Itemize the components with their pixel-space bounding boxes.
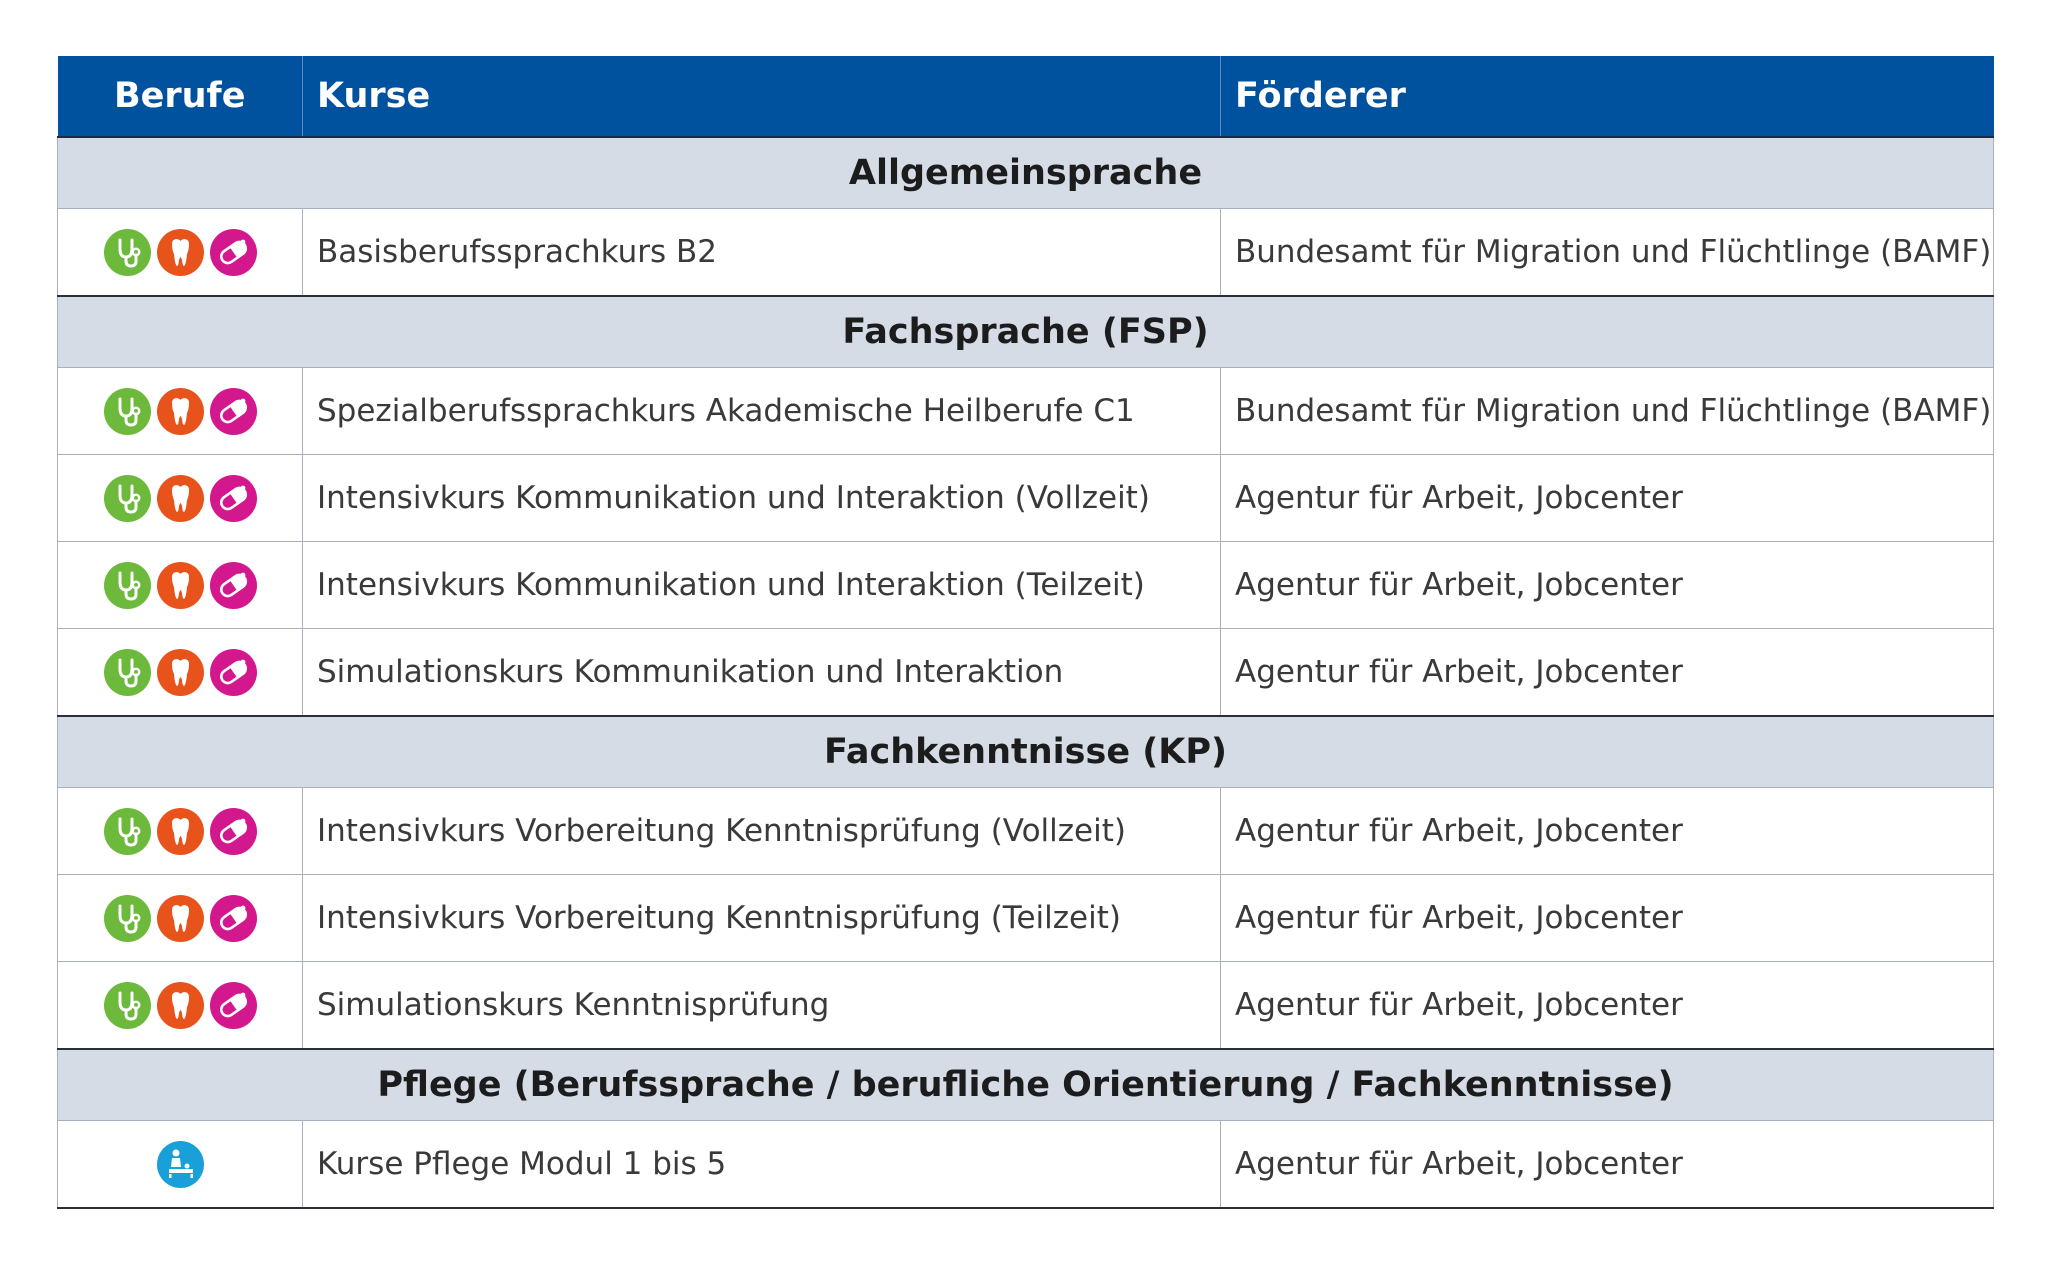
course-cell: Intensivkurs Kommunikation und Interaktion (Teilzeit): [303, 542, 1221, 629]
stethoscope-icon: [104, 475, 151, 522]
stethoscope-icon: [104, 388, 151, 435]
column-header-foerderer: Förderer: [1221, 56, 1994, 137]
section-title: Allgemeinsprache: [58, 137, 1994, 209]
table-row: [58, 962, 1994, 1050]
funder-cell: Agentur für Arbeit, Jobcenter: [1221, 875, 1994, 962]
berufe-cell: [58, 1121, 303, 1209]
tooth-icon: [157, 895, 204, 942]
section-header-row: [58, 296, 1994, 368]
courses-table: [57, 56, 1994, 1209]
table-row: [58, 1121, 1994, 1209]
table-row: [58, 875, 1994, 962]
funder-cell: Agentur für Arbeit, Jobcenter: [1221, 1121, 1994, 1209]
funder-cell: Agentur für Arbeit, Jobcenter: [1221, 962, 1994, 1050]
tooth-icon: [157, 808, 204, 855]
pill-icon: [210, 649, 257, 696]
tooth-icon: [157, 388, 204, 435]
tooth-icon: [157, 649, 204, 696]
funder-cell: Agentur für Arbeit, Jobcenter: [1221, 788, 1994, 875]
course-cell: Intensivkurs Kommunikation und Interaktion (Vollzeit): [303, 455, 1221, 542]
table-row: [58, 455, 1994, 542]
berufe-cell: [58, 629, 303, 717]
pill-icon: [210, 229, 257, 276]
pill-icon: [210, 475, 257, 522]
table-row: [58, 368, 1994, 455]
funder-cell: Agentur für Arbeit, Jobcenter: [1221, 542, 1994, 629]
berufe-cell: [58, 368, 303, 455]
section-header-row: [58, 1049, 1994, 1121]
pill-icon: [210, 808, 257, 855]
berufe-cell: [58, 455, 303, 542]
stethoscope-icon: [104, 808, 151, 855]
section-title: Pflege (Berufssprache / berufliche Orientierung / Fachkenntnisse): [58, 1049, 1994, 1121]
funder-cell: Bundesamt für Migration und Flüchtlinge (BAMF): [1221, 209, 1994, 297]
pill-icon: [210, 982, 257, 1029]
course-cell: Simulationskurs Kenntnisprüfung: [303, 962, 1221, 1050]
section-header-row: [58, 137, 1994, 209]
table-row: [58, 629, 1994, 717]
stethoscope-icon: [104, 562, 151, 609]
tooth-icon: [157, 982, 204, 1029]
course-cell: Basisberufssprachkurs B2: [303, 209, 1221, 297]
stethoscope-icon: [104, 229, 151, 276]
pill-icon: [210, 895, 257, 942]
stethoscope-icon: [104, 649, 151, 696]
course-cell: Intensivkurs Vorbereitung Kenntnisprüfung (Vollzeit): [303, 788, 1221, 875]
section-header-row: [58, 716, 1994, 788]
funder-cell: Agentur für Arbeit, Jobcenter: [1221, 455, 1994, 542]
pill-icon: [210, 388, 257, 435]
stethoscope-icon: [104, 895, 151, 942]
course-cell: Kurse Pflege Modul 1 bis 5: [303, 1121, 1221, 1209]
tooth-icon: [157, 229, 204, 276]
stethoscope-icon: [104, 982, 151, 1029]
tooth-icon: [157, 475, 204, 522]
pill-icon: [210, 562, 257, 609]
table-header-row: [58, 56, 1994, 137]
berufe-cell: [58, 788, 303, 875]
table-row: [58, 209, 1994, 297]
table-body: [58, 137, 1994, 1208]
funder-cell: Agentur für Arbeit, Jobcenter: [1221, 629, 1994, 717]
column-header-berufe: Berufe: [58, 56, 303, 137]
table-row: [58, 542, 1994, 629]
tooth-icon: [157, 562, 204, 609]
column-header-kurse: Kurse: [303, 56, 1221, 137]
table-row: [58, 788, 1994, 875]
berufe-cell: [58, 875, 303, 962]
nursing-care-icon: [157, 1141, 204, 1188]
section-title: Fachkenntnisse (KP): [58, 716, 1994, 788]
funder-cell: Bundesamt für Migration und Flüchtlinge (BAMF): [1221, 368, 1994, 455]
berufe-cell: [58, 209, 303, 297]
berufe-cell: [58, 542, 303, 629]
course-cell: Spezialberufssprachkurs Akademische Heilberufe C1: [303, 368, 1221, 455]
berufe-cell: [58, 962, 303, 1050]
course-cell: Simulationskurs Kommunikation und Interaktion: [303, 629, 1221, 717]
course-cell: Intensivkurs Vorbereitung Kenntnisprüfung (Teilzeit): [303, 875, 1221, 962]
section-title: Fachsprache (FSP): [58, 296, 1994, 368]
